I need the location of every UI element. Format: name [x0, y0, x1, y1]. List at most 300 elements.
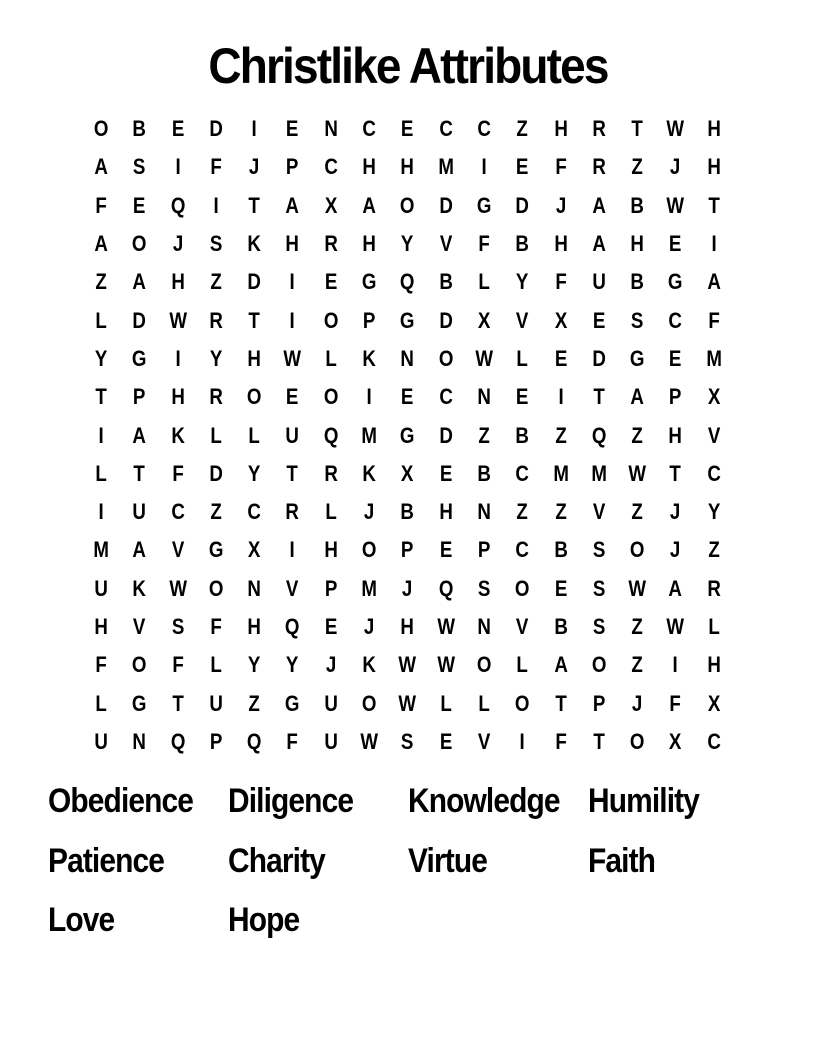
grid-letter[interactable]: Z: [516, 499, 529, 525]
grid-letter[interactable]: W: [666, 116, 685, 142]
grid-letter[interactable]: T: [593, 728, 605, 754]
grid-letter[interactable]: H: [362, 231, 376, 257]
grid-letter[interactable]: S: [592, 614, 606, 639]
grid-letter[interactable]: E: [439, 728, 453, 754]
grid-letter[interactable]: S: [133, 154, 146, 180]
grid-letter[interactable]: V: [707, 422, 721, 448]
grid-letter[interactable]: X: [707, 690, 721, 716]
grid-letter[interactable]: Z: [210, 269, 222, 295]
grid-letter[interactable]: I: [558, 384, 564, 410]
grid-letter[interactable]: L: [478, 690, 490, 716]
grid-letter[interactable]: Y: [707, 499, 721, 525]
grid-letter[interactable]: V: [133, 614, 146, 639]
grid-letter[interactable]: X: [324, 192, 338, 218]
grid-letter[interactable]: V: [439, 231, 453, 257]
grid-letter[interactable]: R: [592, 154, 606, 180]
grid-letter[interactable]: E: [324, 614, 338, 639]
grid-letter[interactable]: O: [361, 537, 377, 563]
grid-letter[interactable]: B: [439, 269, 453, 295]
grid-letter[interactable]: H: [439, 499, 453, 525]
grid-letter[interactable]: D: [132, 307, 147, 333]
grid-letter[interactable]: M: [93, 537, 109, 563]
grid-letter[interactable]: C: [362, 116, 376, 142]
grid-letter[interactable]: A: [94, 154, 108, 180]
grid-letter[interactable]: K: [170, 422, 185, 448]
grid-letter[interactable]: A: [592, 192, 606, 218]
grid-letter[interactable]: E: [669, 231, 682, 257]
grid-letter[interactable]: Q: [247, 728, 262, 754]
grid-letter[interactable]: V: [171, 537, 184, 563]
grid-letter[interactable]: Z: [95, 269, 107, 295]
grid-letter[interactable]: N: [477, 384, 491, 410]
grid-letter[interactable]: O: [323, 384, 339, 410]
grid-letter[interactable]: S: [592, 575, 606, 601]
word-list: [48, 778, 768, 957]
grid-letter[interactable]: R: [285, 499, 300, 525]
grid-letter[interactable]: Z: [516, 116, 529, 142]
grid-letter[interactable]: L: [95, 460, 107, 486]
grid-letter[interactable]: C: [477, 116, 491, 142]
grid-letter[interactable]: S: [631, 307, 644, 333]
grid-letter[interactable]: Y: [401, 231, 414, 257]
grid-letter[interactable]: K: [362, 345, 376, 371]
grid-letter[interactable]: G: [361, 269, 377, 295]
grid-letter[interactable]: G: [132, 345, 147, 371]
grid-letter[interactable]: Z: [554, 499, 567, 525]
grid-letter[interactable]: N: [132, 728, 147, 754]
word-list-item: Virtue: [408, 841, 487, 880]
grid-letter[interactable]: Q: [400, 269, 415, 295]
grid-letter[interactable]: T: [248, 307, 261, 333]
grid-letter[interactable]: S: [592, 537, 606, 563]
grid-letter[interactable]: A: [132, 422, 147, 448]
grid-letter[interactable]: H: [285, 231, 300, 257]
grid-letter[interactable]: G: [208, 537, 224, 563]
grid-letter[interactable]: B: [553, 537, 568, 563]
grid-letter[interactable]: I: [290, 537, 296, 563]
grid-letter[interactable]: I: [711, 231, 717, 257]
grid-letter[interactable]: M: [361, 422, 378, 448]
grid-letter[interactable]: D: [592, 345, 606, 371]
grid-letter[interactable]: F: [210, 154, 222, 180]
grid-letter[interactable]: B: [515, 422, 530, 448]
grid-letter[interactable]: J: [402, 575, 413, 601]
grid-letter[interactable]: E: [669, 345, 682, 371]
grid-letter[interactable]: C: [439, 116, 453, 142]
grid-letter[interactable]: B: [630, 269, 645, 295]
grid-letter[interactable]: C: [515, 460, 530, 486]
grid-letter[interactable]: O: [438, 345, 454, 371]
grid-letter[interactable]: A: [668, 575, 683, 601]
grid-letter[interactable]: V: [592, 499, 606, 525]
grid-letter[interactable]: K: [247, 231, 262, 257]
grid-letter[interactable]: L: [248, 422, 261, 448]
grid-letter[interactable]: R: [209, 307, 223, 333]
grid-letter[interactable]: D: [209, 460, 223, 486]
grid-letter[interactable]: F: [95, 652, 107, 678]
grid-letter[interactable]: D: [247, 269, 262, 295]
grid-letter[interactable]: W: [168, 307, 187, 333]
grid-letter[interactable]: N: [477, 499, 491, 525]
grid-letter[interactable]: O: [515, 575, 530, 601]
grid-letter[interactable]: I: [175, 154, 181, 180]
grid-letter[interactable]: J: [555, 192, 566, 218]
grid-letter[interactable]: F: [172, 460, 184, 486]
grid-letter[interactable]: E: [286, 116, 299, 142]
grid-letter[interactable]: T: [95, 384, 107, 410]
grid-letter[interactable]: E: [516, 154, 529, 180]
grid-letter[interactable]: H: [170, 269, 185, 295]
grid-letter[interactable]: I: [251, 116, 257, 142]
grid-letter[interactable]: P: [209, 728, 223, 754]
grid-letter[interactable]: W: [436, 652, 455, 678]
grid-letter[interactable]: W: [283, 345, 302, 371]
grid-letter[interactable]: E: [439, 460, 453, 486]
grid-letter[interactable]: J: [325, 652, 337, 678]
grid-letter[interactable]: L: [708, 614, 720, 639]
grid-letter[interactable]: L: [516, 345, 529, 371]
grid-letter[interactable]: S: [171, 614, 184, 639]
grid-letter[interactable]: D: [439, 192, 453, 218]
grid-letter[interactable]: J: [632, 690, 643, 716]
grid-letter[interactable]: M: [552, 460, 569, 486]
grid-letter[interactable]: O: [93, 116, 109, 142]
grid-letter[interactable]: Q: [285, 614, 300, 639]
grid-letter[interactable]: Z: [554, 422, 567, 448]
grid-letter[interactable]: R: [592, 116, 606, 142]
grid-letter[interactable]: F: [286, 728, 299, 754]
grid-letter[interactable]: P: [592, 690, 606, 716]
grid-letter[interactable]: C: [707, 460, 721, 486]
grid-letter[interactable]: Q: [323, 422, 339, 448]
grid-letter[interactable]: V: [516, 614, 529, 639]
grid-letter[interactable]: W: [398, 652, 417, 678]
grid-letter[interactable]: R: [707, 575, 721, 601]
grid-letter[interactable]: N: [247, 575, 262, 601]
grid-letter[interactable]: T: [248, 192, 261, 218]
grid-letter[interactable]: O: [132, 231, 147, 257]
grid-letter[interactable]: J: [364, 499, 375, 525]
grid-letter[interactable]: V: [286, 575, 299, 601]
grid-letter[interactable]: D: [515, 192, 530, 218]
grid-letter[interactable]: X: [554, 307, 567, 333]
grid-letter[interactable]: Q: [170, 728, 186, 754]
grid-letter[interactable]: T: [286, 460, 299, 486]
grid-letter[interactable]: H: [324, 537, 338, 563]
grid-letter[interactable]: Z: [631, 422, 644, 448]
grid-letter[interactable]: C: [439, 384, 453, 410]
grid-letter[interactable]: R: [209, 384, 223, 410]
grid-letter[interactable]: I: [672, 652, 679, 678]
grid-letter[interactable]: T: [133, 460, 146, 486]
grid-letter[interactable]: W: [666, 614, 685, 639]
grid-letter[interactable]: J: [670, 154, 681, 180]
grid-letter[interactable]: C: [170, 499, 185, 525]
grid-letter[interactable]: Y: [248, 652, 261, 678]
grid-letter[interactable]: Y: [209, 345, 223, 371]
grid-letter[interactable]: T: [172, 690, 184, 716]
grid-letter[interactable]: N: [400, 345, 415, 371]
grid-letter[interactable]: W: [168, 575, 187, 601]
grid-letter[interactable]: J: [172, 231, 183, 257]
grid-letter[interactable]: Z: [478, 422, 490, 448]
grid-letter[interactable]: L: [325, 499, 337, 525]
grid-letter[interactable]: Z: [210, 499, 222, 525]
grid-letter[interactable]: A: [132, 269, 147, 295]
grid-letter[interactable]: P: [401, 537, 414, 563]
grid-letter[interactable]: W: [475, 345, 493, 371]
grid-letter[interactable]: A: [132, 537, 147, 563]
grid-letter[interactable]: Z: [631, 154, 644, 180]
grid-letter[interactable]: P: [324, 575, 338, 601]
grid-letter[interactable]: Y: [248, 460, 261, 486]
grid-letter[interactable]: M: [361, 575, 378, 601]
grid-letter[interactable]: T: [593, 384, 605, 410]
grid-letter[interactable]: I: [175, 345, 181, 371]
grid-letter[interactable]: C: [515, 537, 530, 563]
grid-letter[interactable]: H: [247, 614, 262, 639]
word-list-item: Knowledge: [408, 782, 560, 820]
grid-letter[interactable]: H: [247, 345, 262, 371]
grid-letter[interactable]: Z: [708, 537, 720, 563]
grid-letter[interactable]: I: [481, 154, 487, 180]
grid-letter[interactable]: U: [94, 728, 108, 754]
grid-letter[interactable]: G: [476, 192, 492, 218]
grid-letter[interactable]: Y: [516, 269, 529, 295]
word-list-item: Faith: [588, 841, 656, 880]
grid-letter[interactable]: F: [554, 269, 567, 295]
grid-letter[interactable]: O: [132, 652, 147, 678]
grid-letter[interactable]: F: [554, 728, 567, 754]
grid-letter[interactable]: H: [553, 116, 568, 142]
grid-letter[interactable]: G: [668, 269, 683, 295]
grid-letter[interactable]: A: [707, 269, 721, 295]
grid-letter[interactable]: U: [132, 499, 147, 525]
grid-letter[interactable]: L: [478, 269, 490, 295]
grid-letter[interactable]: E: [401, 384, 414, 410]
grid-letter[interactable]: F: [172, 652, 184, 678]
grid-letter[interactable]: Y: [286, 652, 299, 678]
grid-letter[interactable]: W: [398, 690, 417, 716]
grid-letter[interactable]: Z: [631, 499, 644, 525]
grid-letter[interactable]: P: [133, 384, 146, 410]
grid-letter[interactable]: H: [170, 384, 185, 410]
grid-letter[interactable]: G: [132, 690, 147, 716]
grid-letter[interactable]: H: [553, 231, 568, 257]
grid-letter[interactable]: P: [669, 384, 682, 410]
grid-letter[interactable]: L: [516, 652, 529, 678]
grid-letter[interactable]: P: [477, 537, 491, 563]
grid-letter[interactable]: E: [133, 192, 146, 218]
grid-letter[interactable]: G: [400, 307, 415, 333]
grid-letter[interactable]: X: [248, 537, 261, 563]
grid-letter[interactable]: L: [95, 307, 107, 333]
grid-letter[interactable]: S: [401, 728, 414, 754]
grid-letter[interactable]: E: [401, 116, 414, 142]
grid-letter[interactable]: I: [98, 422, 104, 448]
grid-letter[interactable]: P: [286, 154, 299, 180]
grid-letter[interactable]: E: [171, 116, 184, 142]
grid-letter[interactable]: I: [290, 307, 296, 333]
grid-letter[interactable]: C: [707, 728, 721, 754]
grid-letter[interactable]: E: [554, 345, 567, 371]
grid-letter[interactable]: W: [666, 192, 685, 218]
grid-letter[interactable]: H: [707, 652, 721, 678]
grid-letter[interactable]: C: [324, 154, 338, 180]
grid-letter[interactable]: C: [668, 307, 683, 333]
grid-letter[interactable]: U: [592, 269, 606, 295]
grid-letter[interactable]: A: [362, 192, 376, 218]
grid-letter[interactable]: L: [95, 690, 107, 716]
grid-letter[interactable]: M: [438, 154, 454, 180]
grid-letter[interactable]: N: [324, 116, 338, 142]
grid-letter[interactable]: Z: [631, 614, 644, 639]
grid-letter[interactable]: W: [436, 614, 455, 639]
word-list-item: Humility: [588, 782, 699, 820]
grid-letter[interactable]: F: [708, 307, 720, 333]
grid-letter[interactable]: F: [669, 690, 682, 716]
grid-letter[interactable]: I: [366, 384, 372, 410]
grid-letter[interactable]: O: [630, 537, 645, 563]
grid-letter[interactable]: O: [515, 690, 530, 716]
grid-letter[interactable]: A: [94, 231, 108, 257]
grid-letter[interactable]: Q: [170, 192, 186, 218]
grid-letter[interactable]: M: [706, 345, 722, 371]
grid-letter[interactable]: B: [132, 116, 147, 142]
grid-letter[interactable]: H: [707, 116, 721, 142]
grid-letter[interactable]: I: [98, 499, 104, 525]
grid-letter[interactable]: K: [362, 652, 376, 678]
grid-letter[interactable]: F: [554, 154, 567, 180]
grid-letter[interactable]: B: [553, 614, 568, 639]
grid-letter[interactable]: E: [554, 575, 567, 601]
word-list-item: Hope: [228, 901, 300, 939]
word-list-item: Diligence: [228, 782, 354, 820]
grid-letter[interactable]: H: [362, 154, 376, 180]
grid-letter[interactable]: B: [515, 231, 530, 257]
grid-letter[interactable]: R: [324, 231, 338, 257]
grid-letter[interactable]: I: [290, 269, 296, 295]
grid-letter[interactable]: O: [400, 192, 415, 218]
grid-letter[interactable]: X: [401, 460, 414, 486]
grid-letter[interactable]: H: [630, 231, 645, 257]
grid-letter[interactable]: W: [628, 460, 647, 486]
grid-letter[interactable]: X: [669, 728, 682, 754]
grid-letter[interactable]: W: [628, 575, 647, 601]
grid-letter[interactable]: H: [94, 614, 108, 639]
grid-letter[interactable]: H: [400, 614, 415, 639]
grid-letter[interactable]: Y: [94, 345, 108, 371]
grid-letter[interactable]: T: [708, 192, 720, 218]
grid-letter[interactable]: A: [285, 192, 300, 218]
grid-letter[interactable]: Q: [591, 422, 607, 448]
grid-letter[interactable]: J: [670, 499, 681, 525]
grid-letter[interactable]: B: [400, 499, 415, 525]
word-list-item: Charity: [228, 841, 325, 880]
grid-letter[interactable]: W: [360, 728, 379, 754]
grid-letter[interactable]: O: [476, 652, 492, 678]
grid-letter[interactable]: O: [630, 728, 645, 754]
grid-letter[interactable]: S: [477, 575, 491, 601]
grid-letter[interactable]: N: [477, 614, 491, 639]
grid-letter[interactable]: L: [210, 652, 222, 678]
grid-letter[interactable]: T: [554, 690, 567, 716]
grid-letter[interactable]: K: [362, 460, 376, 486]
grid-letter[interactable]: F: [210, 614, 222, 639]
grid-letter[interactable]: T: [631, 116, 644, 142]
grid-letter[interactable]: P: [362, 307, 376, 333]
grid-letter[interactable]: X: [477, 307, 491, 333]
grid-letter[interactable]: E: [439, 537, 453, 563]
grid-letter[interactable]: I: [213, 192, 219, 218]
grid-letter[interactable]: U: [324, 690, 338, 716]
grid-letter[interactable]: D: [209, 116, 223, 142]
grid-letter[interactable]: O: [361, 690, 377, 716]
word-list-item: Obedience: [48, 782, 194, 820]
grid-letter[interactable]: O: [208, 575, 224, 601]
grid-letter[interactable]: L: [210, 422, 222, 448]
grid-letter[interactable]: H: [668, 422, 683, 448]
grid-letter[interactable]: U: [94, 575, 108, 601]
grid-letter[interactable]: A: [630, 384, 645, 410]
grid-letter[interactable]: O: [323, 307, 339, 333]
grid-letter[interactable]: C: [247, 499, 262, 525]
grid-letter[interactable]: G: [285, 690, 300, 716]
grid-letter[interactable]: A: [592, 231, 606, 257]
grid-letter[interactable]: B: [630, 192, 645, 218]
word-list-item: Patience: [48, 841, 165, 880]
grid-letter[interactable]: G: [630, 345, 645, 371]
grid-letter[interactable]: J: [670, 537, 681, 563]
word-list-item: Love: [48, 901, 115, 939]
grid-letter[interactable]: M: [591, 460, 607, 486]
grid-letter[interactable]: B: [477, 460, 491, 486]
grid-letter[interactable]: E: [286, 384, 299, 410]
grid-letter[interactable]: U: [324, 728, 338, 754]
grid-letter[interactable]: J: [364, 614, 375, 639]
grid-letter[interactable]: Q: [438, 575, 454, 601]
grid-letter[interactable]: E: [516, 384, 529, 410]
grid-letter[interactable]: O: [591, 652, 607, 678]
grid-letter[interactable]: R: [324, 460, 338, 486]
grid-letter[interactable]: G: [400, 422, 415, 448]
grid-letter[interactable]: X: [707, 384, 721, 410]
grid-letter[interactable]: H: [707, 154, 721, 180]
grid-letter[interactable]: T: [669, 460, 682, 486]
grid-letter[interactable]: K: [132, 575, 147, 601]
grid-letter[interactable]: U: [209, 690, 223, 716]
grid-letter[interactable]: S: [209, 231, 223, 257]
grid-letter[interactable]: F: [478, 231, 490, 257]
grid-letter[interactable]: J: [249, 154, 260, 180]
grid-letter[interactable]: V: [477, 728, 491, 754]
grid-letter[interactable]: D: [439, 307, 453, 333]
grid-letter[interactable]: A: [553, 652, 568, 678]
grid-letter[interactable]: V: [516, 307, 529, 333]
grid-letter[interactable]: E: [592, 307, 606, 333]
grid-letter[interactable]: Z: [248, 690, 261, 716]
grid-letter[interactable]: L: [325, 345, 337, 371]
grid-letter[interactable]: U: [285, 422, 300, 448]
grid-letter[interactable]: I: [519, 728, 526, 754]
grid-letter[interactable]: D: [439, 422, 453, 448]
grid-letter[interactable]: O: [247, 384, 262, 410]
grid-letter[interactable]: E: [324, 269, 338, 295]
grid-letter[interactable]: F: [95, 192, 107, 218]
grid-letter[interactable]: L: [440, 690, 452, 716]
grid-letter[interactable]: H: [400, 154, 415, 180]
grid-letter[interactable]: Z: [631, 652, 644, 678]
